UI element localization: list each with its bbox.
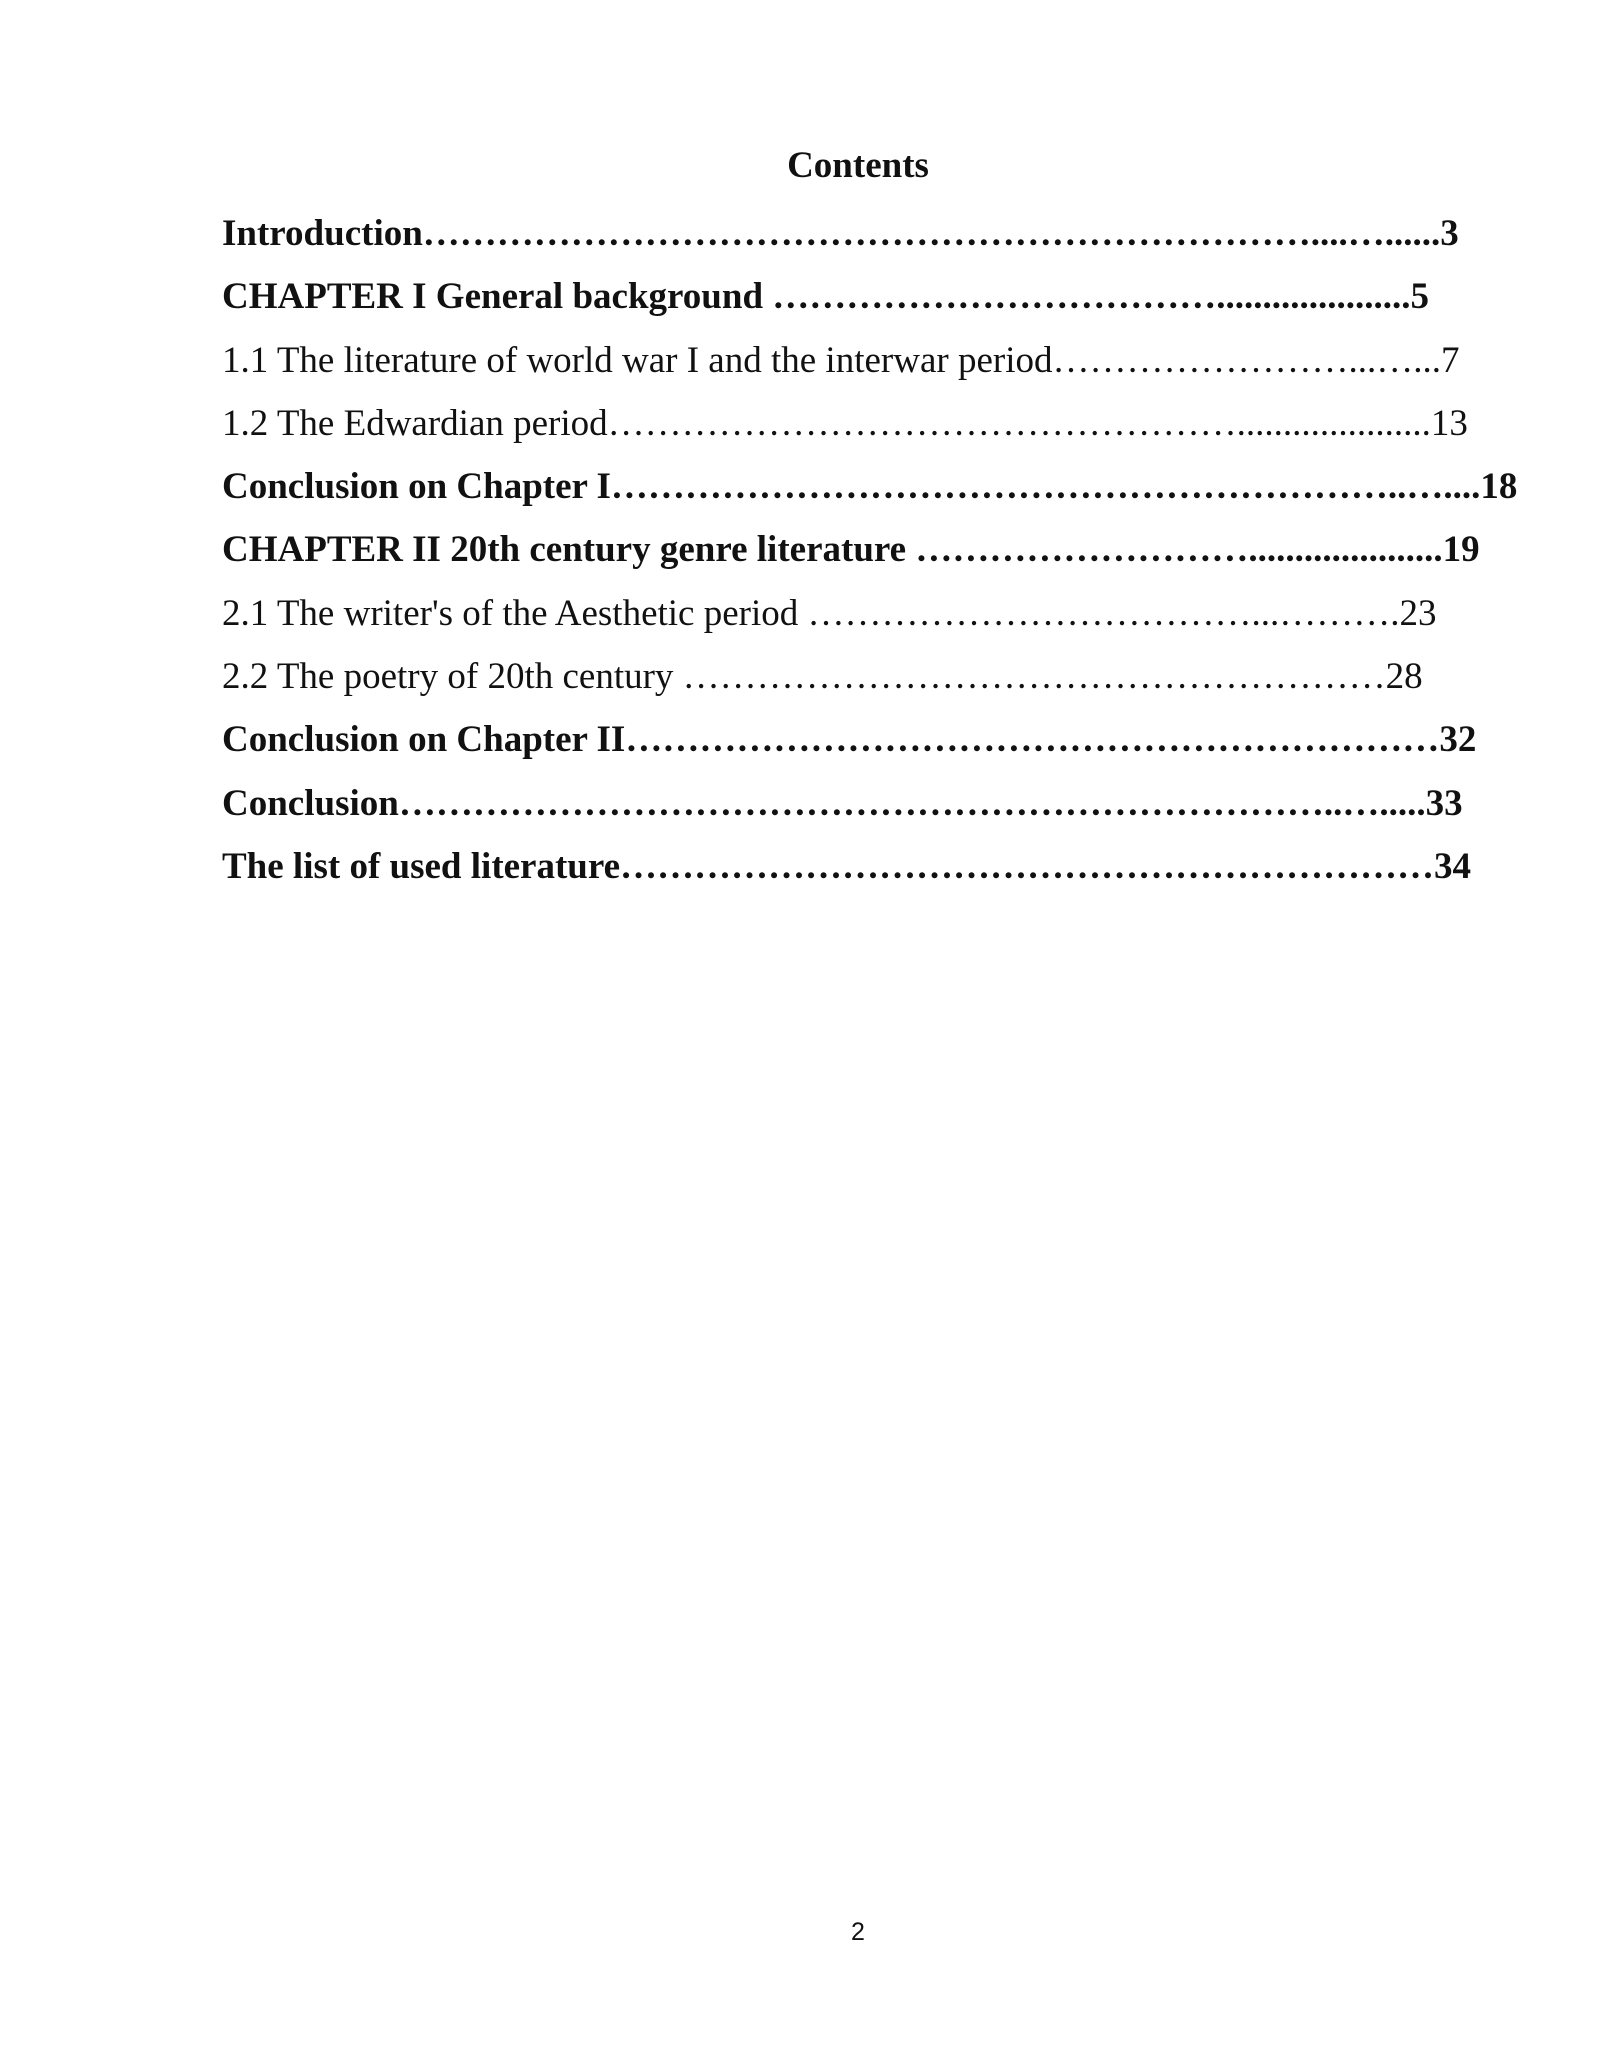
toc-entry-chapter-1 xyxy=(222,269,1522,332)
toc-entry-used-literature xyxy=(222,839,1522,902)
toc-entry-conclusion xyxy=(222,776,1522,839)
toc-entry-text: Conclusion…………………………………………………………………..….....33 xyxy=(222,782,1463,824)
toc-entry-section-2-2 xyxy=(222,649,1522,712)
toc-entry-text: CHAPTER I General background ……………………………….....................5 xyxy=(222,276,1430,318)
page-number: 2 xyxy=(851,1918,865,1946)
toc-entry-section-1-1 xyxy=(222,333,1522,396)
toc-entry-text: 2.2 The poetry of 20th century …………………………………………………28 xyxy=(222,656,1423,698)
toc-entry-text: Conclusion on Chapter I………………………………………………………..…....18 xyxy=(222,466,1518,508)
toc-entry-text: Conclusion on Chapter II…………………………………………………………32 xyxy=(222,719,1477,761)
toc-entry-text: Introduction………………………………………………………………....…......3 xyxy=(222,213,1459,254)
toc-entry-section-2-1 xyxy=(222,586,1522,649)
toc-entry-conclusion-chapter-1 xyxy=(222,459,1522,522)
toc-entry-introduction xyxy=(222,206,1522,269)
toc-entry-section-1-2 xyxy=(222,396,1522,459)
contents-title: Contents xyxy=(787,145,929,186)
toc-entry-chapter-2 xyxy=(222,522,1522,585)
toc-entry-text: CHAPTER II 20th century genre literature ……………………….....................19 xyxy=(222,529,1480,571)
toc-entry-text: 1.2 The Edwardian period…………………………………………….....................13 xyxy=(222,402,1468,444)
toc-entry-conclusion-chapter-2 xyxy=(222,712,1522,775)
toc-entry-text: 1.1 The literature of world war I and the interwar period……………………...…...7 xyxy=(222,339,1460,381)
toc-entry-text: 2.1 The writer's of the Aesthetic period ………………………………...……….23 xyxy=(222,592,1437,634)
table-of-contents xyxy=(222,206,1522,902)
toc-entry-text: The list of used literature…………………………………………………………34 xyxy=(222,845,1472,887)
